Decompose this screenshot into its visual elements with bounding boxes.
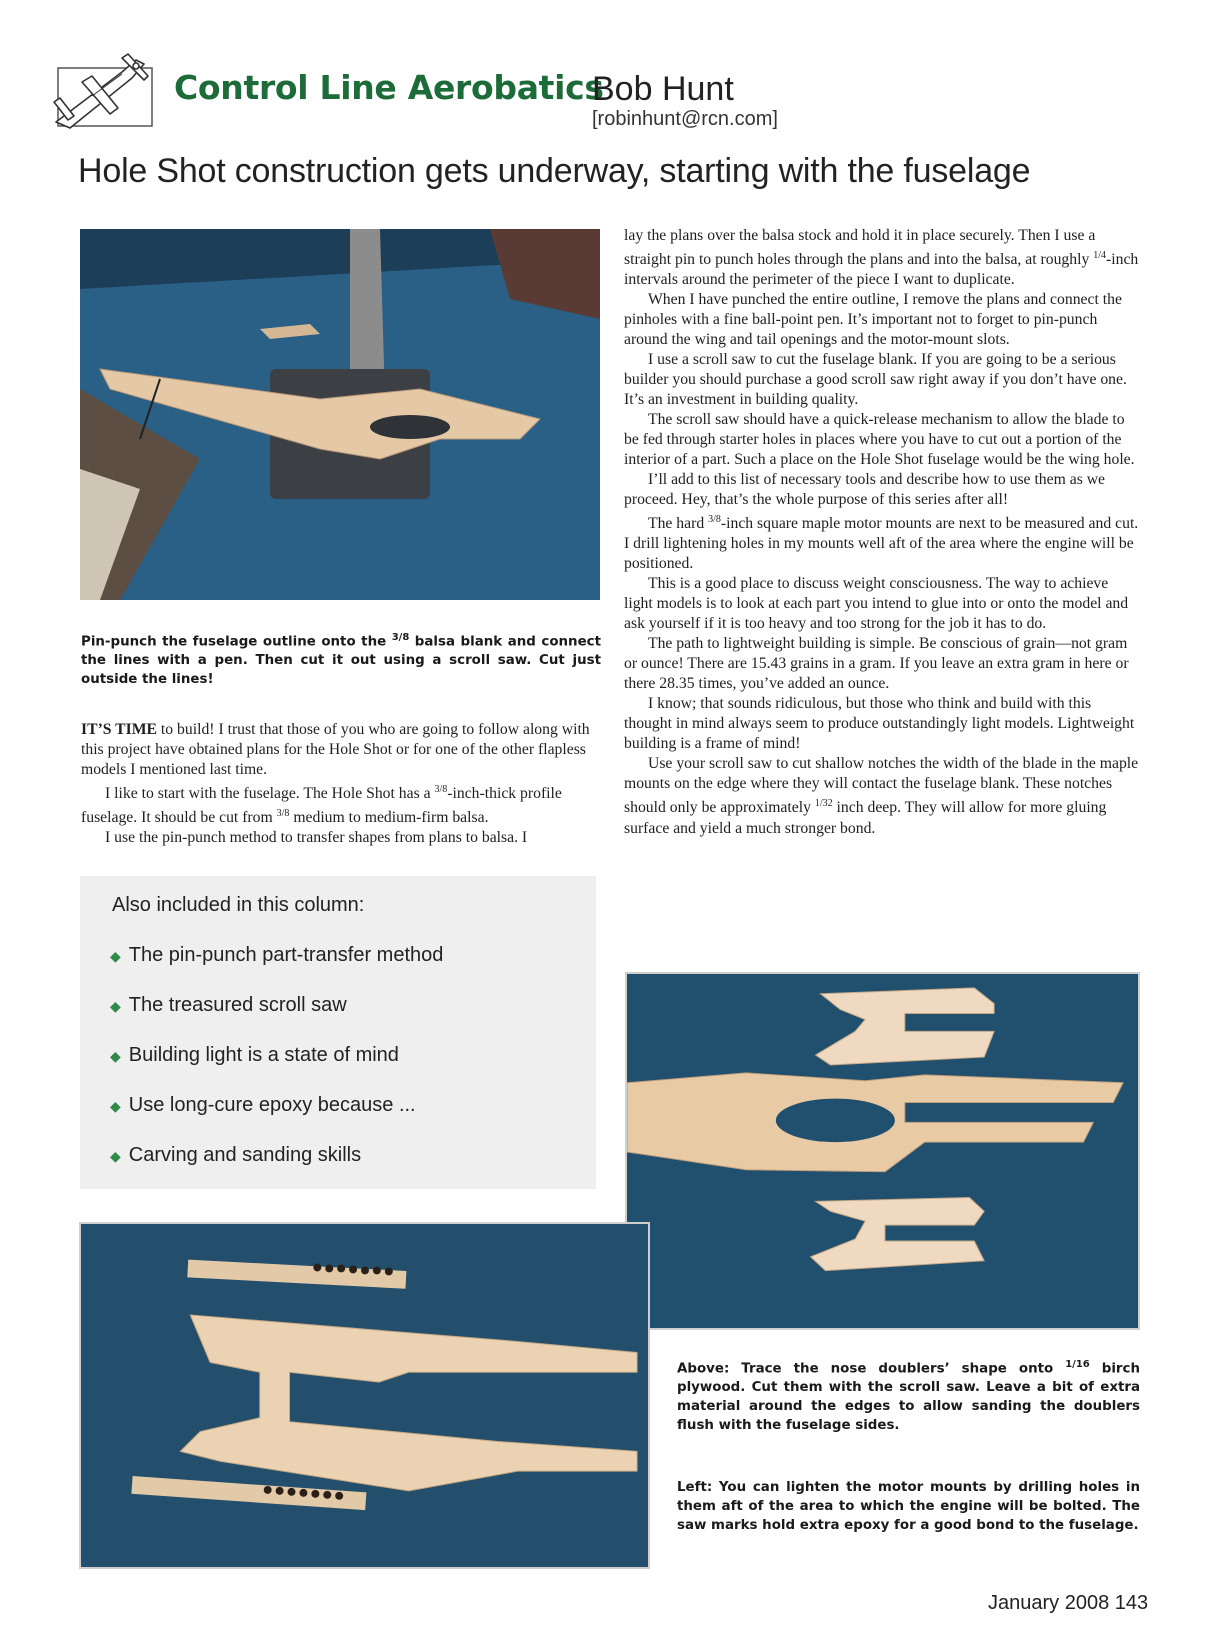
paragraph-text: lay the plans over the balsa stock and hold it in place securely. Then I use a straight pin to punch holes through the plans and into the balsa, at roughly <box>624 227 1096 269</box>
caption1-fraction: 3/8 <box>391 632 410 643</box>
list-item-label: Carving and sanding skills <box>128 1144 362 1166</box>
paragraph-text: -inch-thick profile fuselage. It should be cut from <box>81 785 562 827</box>
diamond-bullet-icon: ◆ <box>110 1098 121 1114</box>
list-item <box>110 1144 443 1194</box>
list-item-label: Use long-cure epoxy because ... <box>128 1094 416 1116</box>
paragraph: When I have punched the entire outline, I remove the plans and connect the pinholes with a fine ball-point pen. It’s important not to forget to pin-punch around the wing and tail openings and the motor-mount slots. <box>624 291 1122 349</box>
paragraph-text: Use your scroll saw to cut shallow notches the width of the blade in the maple mounts on the edge where they will contact the fuselage blank. These notches should only be approximately <box>624 755 1139 817</box>
paragraph <box>624 510 1140 574</box>
fraction: 1/4 <box>1093 250 1107 261</box>
paragraph: I’ll add to this list of necessary tools and describe how to use them as we proceed. Hey, that’s the whole purpose of this series after all! <box>624 471 1106 509</box>
paragraph-text: I like to start with the fuselage. The Hole Shot has a <box>105 785 435 803</box>
sidebar-title: Also included in this column: <box>112 894 365 916</box>
author-name: Bob Hunt <box>592 70 734 108</box>
left-body-text <box>81 720 596 848</box>
fraction: 1/32 <box>814 798 833 810</box>
photo-caption-1 <box>81 628 601 689</box>
diamond-bullet-icon: ◆ <box>110 948 121 964</box>
paragraph <box>81 780 596 828</box>
motor-mounts-photo <box>79 1222 650 1569</box>
scroll-saw-photo <box>80 229 600 600</box>
fraction: 3/8 <box>276 808 290 820</box>
column-title: Control Line Aerobatics <box>174 68 604 107</box>
page-number: 143 <box>1114 1592 1149 1614</box>
caption2-text-b: birch plywood. Cut them with the scroll saw. Leave a bit of extra material around the edges to allow sanding the doublers flush with the fuselage sides. <box>677 1361 1140 1434</box>
diamond-bullet-icon: ◆ <box>110 1048 121 1064</box>
paragraph: I use a scroll saw to cut the fuselage blank. If you are going to be a serious builder you should purchase a good scroll saw right away if you don’t have one. It’s an investment in building quality. <box>624 351 1127 409</box>
right-body-text <box>624 226 1140 839</box>
author-email[interactable]: [robinhunt@rcn.com] <box>592 108 778 130</box>
paragraph: This is a good place to discuss weight consciousness. The way to achieve light models is to look at each part you intend to glue into or onto the model and ask yourself if it is too heavy and too strong for the job it has to do. <box>624 575 1129 633</box>
list-item <box>110 1094 443 1144</box>
paragraph-text: -inch intervals around the perimeter of the piece I want to duplicate. <box>624 251 1139 289</box>
diamond-bullet-icon: ◆ <box>110 1148 121 1164</box>
issue-date: January 2008 <box>988 1592 1110 1614</box>
paragraph-text: The hard <box>648 515 709 533</box>
paragraph-text: -inch square maple motor mounts are next to be measured and cut. I drill lightening holes in my mounts well aft of the area where the engine will be positioned. <box>624 515 1139 573</box>
nose-doublers-photo <box>625 972 1140 1330</box>
paragraph <box>81 720 596 780</box>
paragraph <box>624 226 1140 290</box>
fraction: 3/8 <box>434 784 448 795</box>
paragraph-text: inch deep. They will allow for more gluing surface and yield a much stronger bond. <box>624 799 1107 837</box>
paragraph: The scroll saw should have a quick-release mechanism to allow the blade to be fed through starter holes in places where you have to cut out a portion of the interior of a part. Such a place on the Hole Shot fuselage would be the wing hole. <box>624 411 1135 469</box>
fraction: 3/8 <box>708 514 721 526</box>
list-item <box>110 1044 443 1094</box>
paragraph: I know; that sounds ridiculous, but those who think and build with this thought in mind always seem to produce outstandingly light models. Lightweight building is a frame of mind! <box>624 695 1135 753</box>
caption2-text-a: Above: Trace the nose doublers’ shape onto <box>677 1361 1066 1377</box>
list-item-label: The treasured scroll saw <box>128 994 347 1016</box>
paragraph: I use the pin-punch method to transfer shapes from plans to balsa. I <box>105 829 528 847</box>
caption1-text-a: Pin-punch the fuselage outline onto the <box>81 634 392 650</box>
paragraph: The path to lightweight building is simple. Be conscious of grain—not gram or ounce! There are 15.43 grains in a gram. If you leave an extra gram in here or there 28.35 times, you’ve added an ounce. <box>624 635 1129 693</box>
caption1-text-b: balsa blank and connect the lines with a pen. Then cut it out using a scroll saw. Cut just outside the lines! <box>81 634 602 688</box>
sidebar-list <box>110 944 443 1194</box>
column-contents-sidebar <box>80 876 596 1189</box>
photo-caption-3: Left: You can lighten the motor mounts by drilling holes in them aft of the area to which the engine will be bolted. The saw marks hold extra epoxy for a good bond to the fuselage. <box>677 1480 1140 1533</box>
lead-in: IT’S TIME <box>81 721 157 738</box>
caption2-fraction: 1/16 <box>1065 1359 1090 1370</box>
list-item-label: Building light is a state of mind <box>128 1044 399 1066</box>
list-item <box>110 994 443 1044</box>
diamond-bullet-icon: ◆ <box>110 998 121 1014</box>
list-item-label: The pin-punch part-transfer method <box>128 944 444 966</box>
photo-caption-2 <box>677 1355 1140 1435</box>
article-headline: Hole Shot construction gets underway, starting with the fuselage <box>78 152 1031 190</box>
stunt-plane-icon <box>52 52 158 130</box>
paragraph <box>624 754 1140 838</box>
paragraph-text: to build! I trust that those of you who are going to follow along with this project have obtained plans for the Hole Shot or for one of the other flapless models I mentioned last time. <box>81 721 590 778</box>
list-item <box>110 944 443 994</box>
page-footer <box>988 1592 1148 1615</box>
paragraph-text: medium to medium-firm balsa. <box>289 809 489 827</box>
